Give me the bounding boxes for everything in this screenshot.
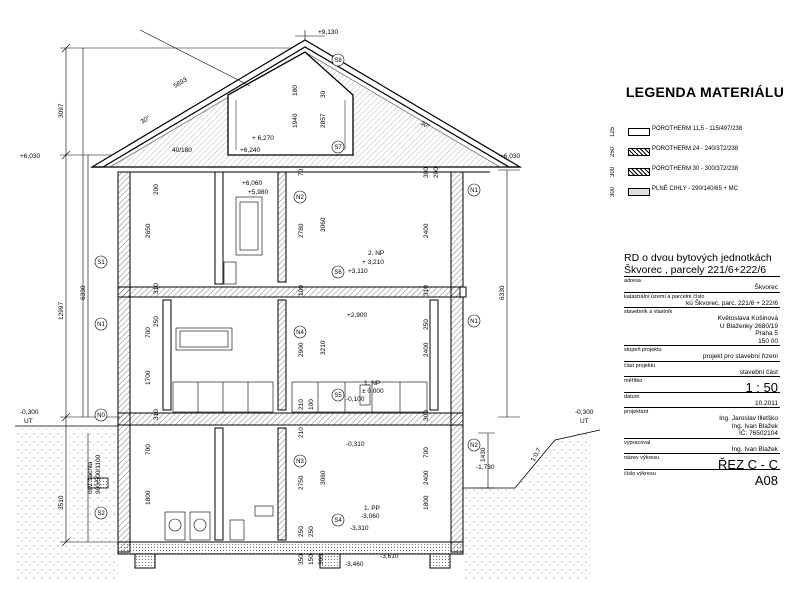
dimension-label: 100 xyxy=(308,399,315,410)
title-block-label: katastrální území a parcelní číslo xyxy=(624,293,705,300)
elevation-label: + 3,210 xyxy=(362,259,384,266)
elevation-label: +6,030 xyxy=(500,153,521,160)
title-block-label: projektant xyxy=(624,409,649,415)
elevation-label: +9,130 xyxy=(318,29,339,36)
title-block-value: projekt pro stavební řízení xyxy=(702,353,778,360)
detail-marker: N1 xyxy=(470,188,478,195)
dimension-label: 2400 xyxy=(423,342,430,357)
dimension-label: 1700 xyxy=(145,370,152,385)
legend-label: POROTHERM 30 - 300/372/238 xyxy=(652,166,739,172)
dimension-label: 40/180 xyxy=(172,147,192,154)
title-block-value: Ing. Ivan Blažek xyxy=(731,422,778,430)
detail-marker: S6 xyxy=(334,270,342,277)
dimension-label: 1800 xyxy=(145,490,152,505)
dimension-label: 200 xyxy=(433,167,440,178)
elevation-label: -3,610 xyxy=(380,553,399,560)
elevation-label: 1. NP xyxy=(364,380,381,387)
detail-marker: S8 xyxy=(334,58,342,65)
elevation-label: -3,460 xyxy=(345,561,364,568)
dimension-label: 2857 xyxy=(320,113,327,128)
elevation-label: -1,730 xyxy=(476,464,495,471)
dimension-label: 210 xyxy=(298,399,305,410)
legend-rows xyxy=(600,100,796,200)
dimension-label: 150 xyxy=(308,554,315,565)
title-block-row xyxy=(624,438,780,454)
title-block-value: Praha 5 xyxy=(755,330,778,337)
elevation-label: +5,980 xyxy=(248,189,269,196)
title-block-row xyxy=(624,407,780,438)
elevation-label: 2. NP xyxy=(368,250,385,257)
dimension-label: 310 xyxy=(153,409,160,420)
legend-item xyxy=(600,162,796,182)
elevation-label: UT xyxy=(580,418,589,425)
dimension-label: 250 xyxy=(153,316,160,327)
elevation-label: -3,310 xyxy=(350,525,369,532)
dimension-label: 3060 xyxy=(320,470,327,485)
dimension-label: 180 xyxy=(292,85,299,96)
detail-marker: N1 xyxy=(470,319,478,326)
project-title-line-1: RD o dvou bytových jednotkách xyxy=(624,252,772,264)
elevation-label: +3,110 xyxy=(348,268,368,275)
dimension-label: 12997 xyxy=(58,301,65,320)
dimension-label: 310 xyxy=(153,283,160,294)
title-block-row xyxy=(624,392,780,408)
dimension-label: 700 xyxy=(145,444,152,455)
dimension-label: 1430 xyxy=(480,447,487,462)
title-block-label: číslo výkresu xyxy=(624,470,656,477)
detail-marker: N0 xyxy=(97,413,105,420)
title-block-label: adresa xyxy=(624,278,641,284)
building-structure xyxy=(118,172,466,568)
dimension-label: 2900 xyxy=(298,342,305,357)
dimension-label: 300 xyxy=(423,167,430,178)
legend-item xyxy=(600,182,796,202)
dimension-label: 3510 xyxy=(58,495,65,510)
elevation-label: -0,300 xyxy=(20,409,39,416)
dimension-label: 30° xyxy=(419,119,432,131)
legend-dim: 300 xyxy=(610,167,616,178)
detail-marker: S7 xyxy=(334,145,342,152)
dimension-label: 30 xyxy=(320,90,327,98)
legend-label: POROTHERM 24 - 240/372/238 xyxy=(652,146,739,152)
dimension-label: 6330 xyxy=(499,285,506,300)
dimension-label: 300 xyxy=(423,410,430,421)
dimension-label: 3210 xyxy=(320,340,327,355)
title-block-value: ŘEZ C - C xyxy=(718,457,778,472)
title-block-label: datum xyxy=(624,393,640,400)
dimension-label: 250 xyxy=(423,319,430,330)
title-block-label: měřítko xyxy=(624,378,643,384)
project-title-line-2: Škvorec , parcely 221/6+222/6 xyxy=(624,264,767,276)
title-block-label: stavebník a vlastník xyxy=(624,309,673,315)
title-block-value: 10.2011 xyxy=(754,399,778,407)
elevation-label: +2,900 xyxy=(347,312,368,319)
detail-marker: N1 xyxy=(97,322,105,329)
dimension-label: 2650 xyxy=(145,223,152,238)
title-block-row xyxy=(624,345,780,361)
dimension-label: 3060 xyxy=(320,217,327,232)
elevation-label: 1. PP xyxy=(364,505,380,512)
legend-swatch xyxy=(628,188,650,196)
dimension-label: 100 xyxy=(298,285,305,296)
detail-marker: S2 xyxy=(97,511,105,518)
detail-marker: N2 xyxy=(470,443,478,450)
dimension-label: 1:0,7 xyxy=(529,446,543,463)
elevation-label: +6,240 xyxy=(240,147,261,154)
elevation-label: ± 0,000 xyxy=(362,388,384,395)
elevation-label: -0,100 xyxy=(346,396,365,403)
title-block-row xyxy=(624,453,780,472)
legend-title: LEGENDA MATERIÁLU xyxy=(625,84,785,100)
dimension-label: 30° xyxy=(139,114,152,126)
title-block-value: Škvorec xyxy=(754,284,778,291)
dimension-label: 2400 xyxy=(423,470,430,485)
material-legend xyxy=(600,84,796,200)
dimension-label: 250 xyxy=(308,526,315,537)
title-block-value: Ing. Ivan Blažek xyxy=(731,445,778,453)
dimension-label: 250 xyxy=(298,526,305,537)
detail-marker: S5 xyxy=(334,393,342,400)
title-block-label: název výkresu xyxy=(624,455,660,461)
title-block-value: kú Škvorec, parc. 221/6 + 222/6 xyxy=(686,299,778,307)
dimension-label: 300 xyxy=(318,554,325,565)
dimension-label: 6330 xyxy=(80,285,87,300)
title-block-value: Květoslava Košinová xyxy=(717,315,778,322)
dimension-label: 700 xyxy=(145,327,152,338)
dimension-label: 310 xyxy=(423,285,430,296)
roof xyxy=(92,30,520,172)
title-block-value: Ing. Jaroslav Illetško xyxy=(719,415,778,422)
title-block-value: A08 xyxy=(754,472,778,488)
title-block-value: 150 00 xyxy=(758,337,778,345)
annotation-note: osv. šachta xyxy=(87,461,94,494)
title-block-row xyxy=(624,469,780,488)
legend-swatch xyxy=(628,168,650,176)
title-block-row xyxy=(624,376,780,395)
annotation-note: 900/500/1100 xyxy=(95,454,102,494)
dimension-label: 200 xyxy=(153,184,160,195)
title-block-label: vypracoval xyxy=(624,439,651,446)
title-block-value: 1 : 50 xyxy=(745,380,778,395)
legend-dim: 125 xyxy=(610,127,616,138)
elevation-label: UT xyxy=(24,418,33,425)
elevation-label: -3,060 xyxy=(361,513,380,520)
legend-swatch xyxy=(628,128,650,136)
furniture xyxy=(165,197,427,540)
legend-item xyxy=(600,122,796,142)
title-block-label: část projektu xyxy=(624,362,656,369)
title-block xyxy=(624,250,780,488)
dimension-label: 2750 xyxy=(298,475,305,490)
dimension-label: 5693 xyxy=(172,76,189,90)
legend-item xyxy=(600,142,796,162)
detail-marker: N3 xyxy=(296,459,304,466)
dimension-label: 2780 xyxy=(298,223,305,238)
detail-marker: N4 xyxy=(296,330,304,337)
elevation-label: + 6,270 xyxy=(252,135,274,142)
legend-dim: 300 xyxy=(610,187,616,198)
title-block-value: U Blaženky 2680/19 xyxy=(719,322,778,330)
dimension-label: 1940 xyxy=(292,113,299,128)
legend-label: PLNÉ CIHLY - 290/140/65 + MC xyxy=(652,186,738,192)
title-block-row xyxy=(624,276,780,292)
detail-marker: S1 xyxy=(97,260,105,267)
elevation-label: -0,300 xyxy=(575,409,594,416)
project-title xyxy=(624,250,780,276)
title-block-row xyxy=(624,307,780,345)
dimension-label: 350 xyxy=(298,554,305,565)
elevation-label: -0,310 xyxy=(346,441,365,448)
dimension-label: 210 xyxy=(298,427,305,438)
elevation-label: +6,060 xyxy=(242,180,263,187)
title-block-value: IČ: 76502104 xyxy=(738,430,778,437)
title-block-row xyxy=(624,361,780,377)
dimension-label: 3097 xyxy=(58,103,65,118)
legend-label: POROTHERM 11,5 - 115/497/238 xyxy=(652,126,743,132)
title-block-label: stupeň projektu xyxy=(624,347,662,353)
legend-dim: 250 xyxy=(610,147,616,158)
title-block-row xyxy=(624,292,780,308)
elevation-label: +6,030 xyxy=(20,153,41,160)
dimension-label: 1800 xyxy=(423,495,430,510)
title-block-rows xyxy=(624,276,780,488)
legend-swatch xyxy=(628,148,650,156)
dimension-label: 2400 xyxy=(423,223,430,238)
detail-marker: S4 xyxy=(334,518,342,525)
title-block-value: stavební část xyxy=(739,368,778,376)
dimension-label: 700 xyxy=(423,447,430,458)
detail-marker: N2 xyxy=(296,195,304,202)
dimension-label: 70 xyxy=(298,168,305,176)
